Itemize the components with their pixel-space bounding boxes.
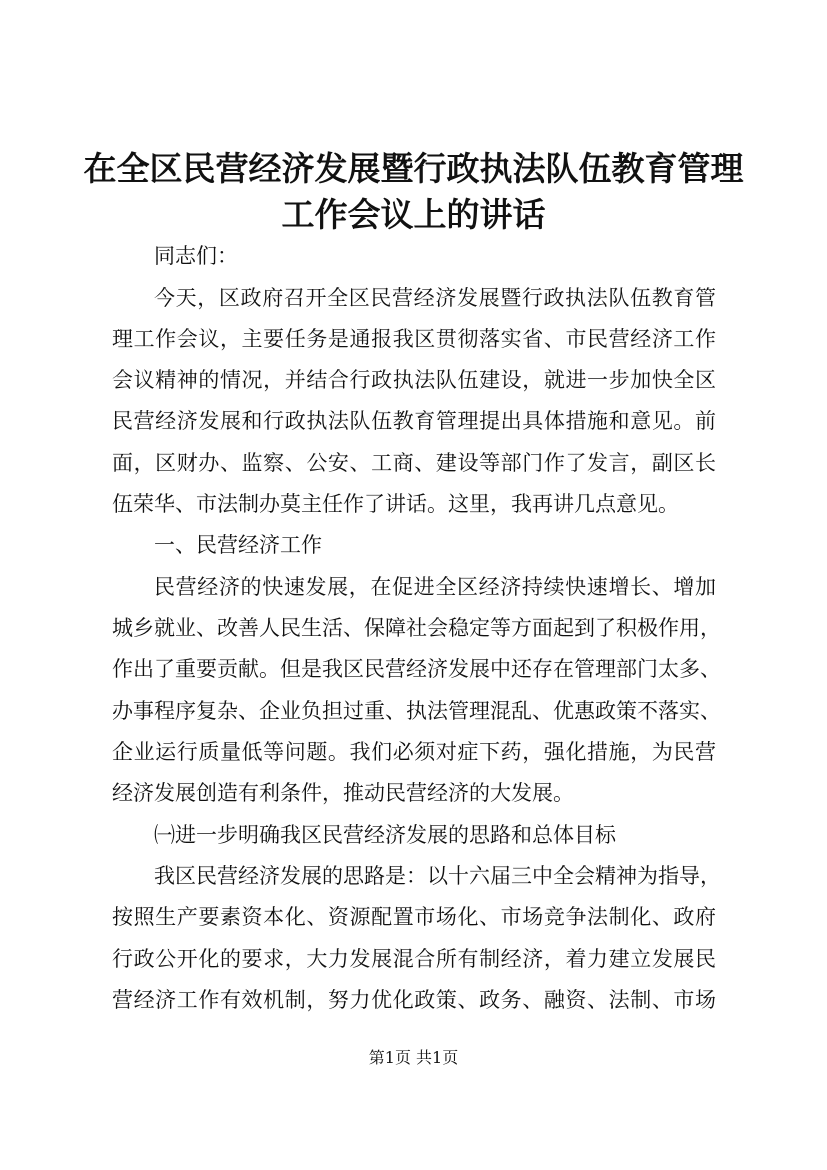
- body-text-line: 城乡就业、改善人民生活、保障社会稳定等方面起到了积极作用，: [112, 616, 721, 640]
- body-text-line: 伍荣华、市法制办莫主任作了讲话。这里，我再讲几点意见。: [112, 492, 679, 516]
- body-text-line: 经济发展创造有利条件，推动民营经济的大发展。: [112, 781, 574, 805]
- body-text-line: 营经济工作有效机制，努力优化政策、政务、融资、法制、市场: [112, 988, 716, 1012]
- body-text-line: 行政公开化的要求，大力发展混合所有制经济，着力建立发展民: [112, 947, 716, 971]
- body-text-line: 按照生产要素资本化、资源配置市场化、市场竞争法制化、政府: [112, 905, 716, 929]
- body-text-line: 面，区财办、监察、公安、工商、建设等部门作了发言，副区长: [112, 451, 716, 475]
- document-title-line2: 工作会议上的讲话: [281, 195, 546, 234]
- body-text-line: 今天，区政府召开全区民营经济发展暨行政执法队伍教育管: [154, 286, 716, 310]
- salutation: 同志们：: [154, 244, 238, 268]
- body-text-line: 民营经济的快速发展，在促进全区经济持续快速增长、增加: [154, 575, 716, 599]
- body-text-line: 民营经济发展和行政执法队伍教育管理提出具体措施和意见。前: [112, 409, 716, 433]
- subsection-heading: ㈠进一步明确我区民营经济发展的思路和总体目标: [154, 823, 616, 847]
- body-text-line: 办事程序复杂、企业负担过重、执法管理混乱、优惠政策不落实、: [112, 699, 721, 723]
- body-text-line: 我区民营经济发展的思路是：以十六届三中全会精神为指导，: [154, 864, 721, 888]
- body-text-line: 理工作会议，主要任务是通报我区贯彻落实省、市民营经济工作: [112, 327, 716, 351]
- body-text-line: 作出了重要贡献。但是我区民营经济发展中还存在管理部门太多、: [112, 657, 721, 681]
- page-number: 第1页 共1页: [368, 1048, 459, 1067]
- body-text-line: 会议精神的情况，并结合行政执法队伍建设，就进一步加快全区: [112, 368, 716, 392]
- body-text-line: 企业运行质量低等问题。我们必须对症下药，强化措施，为民营: [112, 740, 716, 764]
- section-heading: 一、民营经济工作: [154, 533, 322, 557]
- document-title-line1: 在全区民营经济发展暨行政执法队伍教育管理: [83, 149, 744, 188]
